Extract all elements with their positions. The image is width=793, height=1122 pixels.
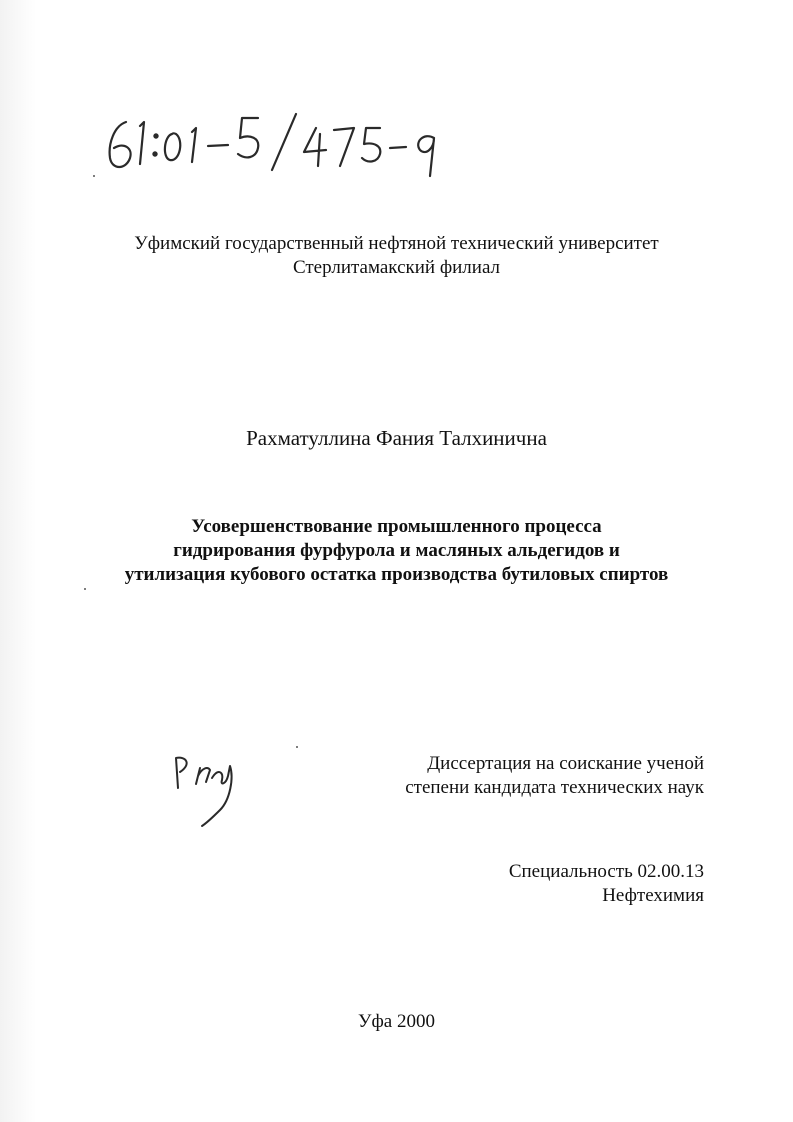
- title-line-3: утилизация кубового остатка производства бутиловых спиртов: [124, 564, 669, 585]
- specialty-name: Нефтехимия: [602, 885, 704, 906]
- city-year: Уфа 2000: [358, 1011, 435, 1032]
- scan-speck: [296, 746, 298, 748]
- specialty-code: Специальность 02.00.13: [508, 861, 704, 882]
- university-name: Уфимский государственный нефтяной технический университет: [134, 233, 659, 254]
- branch-name: Стерлитамакский филиал: [292, 257, 501, 278]
- scan-speck: [93, 175, 95, 177]
- handwritten-archive-code: [100, 92, 460, 187]
- degree-line-1: Диссертация на соискание ученой: [427, 753, 704, 774]
- handwritten-signature: [168, 752, 258, 832]
- title-line-2: гидрирования фурфурола и масляных альдегидов и: [173, 540, 620, 561]
- title-line-1: Усовершенствование промышленного процесса: [191, 516, 602, 537]
- specialty-block: [404, 860, 704, 908]
- author-name: Рахматуллина Фания Талхинична: [246, 426, 547, 450]
- scan-speck: [84, 588, 86, 590]
- dissertation-degree: [404, 752, 704, 800]
- degree-line-2: степени кандидата технических наук: [405, 777, 704, 798]
